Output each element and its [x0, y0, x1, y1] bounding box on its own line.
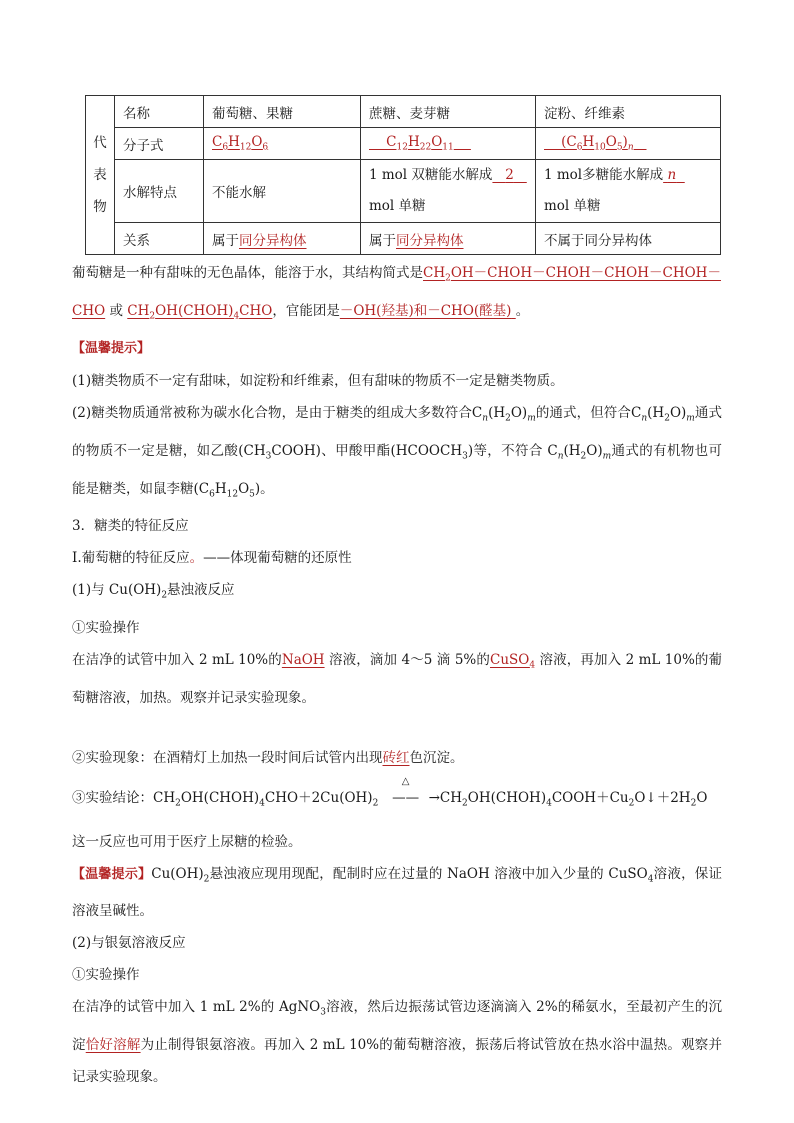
operation-2-text: 在洁净的试管中加入 1 mL 2%的 AgNO$_3$溶液，然后边振荡试管边逐滴滴入 2%的稀氨水，至最初产生的沉淀恰好溶解为止制得银氨溶液。再加入 2 mL 10%的葡萄糖溶液，振荡后将试管放在热水浴中温热。观察并记录实验现象。 [72, 999, 723, 1085]
row-heading-char: 表 [93, 167, 107, 183]
answer-isomer: 同分异构体 [396, 232, 464, 249]
relation-glucose [204, 223, 361, 255]
hydrolysis-sucrose-unit: mol 单糖 [369, 198, 426, 214]
tip-2: 【温馨提示】$Cu(OH)_2$悬浊液应现用现配，配制时应在过量的 NaOH 溶液中加入少量的 CuSO$_4$溶液，保证溶液呈碱性。 [72, 865, 722, 920]
header-glucose-fructose: 葡萄糖、果糖 [204, 96, 361, 128]
heat-delta-symbol: △ [401, 775, 410, 787]
hydrolysis-glucose: 不能水解 [204, 160, 361, 223]
answer-just-dissolved: 恰好溶解 [85, 1036, 141, 1053]
formula-sucrose: $C_{12}H_{22}O_{11}$ [361, 128, 536, 160]
hydrolysis-starch [536, 160, 721, 223]
reaction-2-title: (2)与银氨溶液反应 [72, 935, 186, 952]
relation-sucrose [361, 223, 536, 255]
formula-starch: $(C_6H_{10}O_5)_n$ [536, 128, 721, 160]
document-page [72, 95, 722, 1093]
operation-text [72, 644, 722, 714]
answer-brick-red: 砖红 [382, 749, 410, 766]
medical-use: 这一反应也可用于医疗上尿糖的检验。 [72, 833, 302, 850]
hydrolysis-label: 水解特点 [115, 160, 204, 223]
answer-naoh: NaOH [281, 652, 325, 669]
operation-2-label: ①实验操作 [72, 967, 140, 984]
header-name: 名称 [115, 96, 204, 128]
phenomenon-part: 色沉淀。 [409, 749, 464, 766]
relation-text: 属于 [369, 232, 396, 249]
tip-heading [72, 332, 722, 365]
subsection-text: Ⅰ.葡萄糖的特征反应 [72, 550, 190, 567]
tip-point-2: (2)糖类物质通常被称为碳水化合物，是由于糖类的组成大多数符合$C_n(H_2O)_m$的通式，但符合$C_n(H_2O)_m$通式的物质不一定是糖，如乙酸$(CH_3COOH)$、甲酸甲酯$(HCOOCH_3)$等，不符合 $C_n(H_2O)_m$通式的有机物也可能是糖类，如鼠李糖$(C_6H_{12}O_5)$。 [72, 405, 723, 500]
heat-arrow: △ —— [383, 782, 429, 814]
answer-n: n [667, 167, 677, 183]
representative-sugars-table [85, 95, 721, 255]
section-title: 3．糖类的特征反应 [72, 518, 189, 535]
operation-part: 在洁净的试管中加入 2 mL 10%的 [72, 652, 282, 669]
table-row [86, 223, 721, 255]
conclusion-label: ③实验结论： [72, 789, 153, 806]
operation-part: 溶液，滴加 4～5 滴 5%的 [329, 652, 490, 669]
tip-text: 的通式，但符合 [535, 405, 632, 422]
relation-label: 关系 [115, 223, 204, 255]
glucose-structure-short: $CH_2OH(CHOH)_4CHO$ [127, 302, 273, 322]
glucose-structure-answer: $CH_2OH-CHOH-CHOH-CHOH-CHOH-$ [423, 265, 721, 284]
glucose-paragraph [72, 257, 722, 332]
hydrolysis-starch-text: 1 mol多糖能水解成 [544, 167, 664, 183]
operation-label: ①实验操作 [72, 620, 140, 637]
glucose-end: 。 [515, 302, 530, 319]
formula-label: 分子式 [115, 128, 204, 160]
table-row [86, 160, 721, 223]
hydrolysis-sucrose-text: 1 mol 双糖能水解成 [369, 167, 493, 183]
relation-starch: 不属于同分异构体 [536, 223, 721, 255]
tip-text: (2)糖类物质通常被称为碳水化合物，是由于糖类的组成大多数符合 [72, 405, 472, 422]
answer-blank [492, 167, 526, 183]
hydrolysis-starch-unit: mol 单糖 [544, 198, 601, 214]
glucose-text: 葡萄糖是一种有甜味的无色晶体，能溶于水，其结构简式是 [72, 265, 423, 281]
conclusion-equation: ③实验结论：$CH_2OH(CHOH)_4CHO+2Cu(OH)_2$ △ —— $\to CH_2OH(CHOH)_4COOH+Cu_2O↓+2H_2O$ [72, 782, 722, 820]
operation-part: 溶液，再加入 2 mL 10%的葡萄糖溶液，加热。观察并记录实验现象。 [72, 652, 722, 706]
tip-point-1: (1)糖类物质不一定有甜味，如淀粉和纤维素，但有甜味的物质不一定是糖类物质。 [72, 373, 564, 390]
tip-label: 【温馨提示】 [72, 866, 152, 882]
row-heading-char: 物 [93, 199, 107, 215]
header-starch-cellulose: 淀粉、纤维素 [536, 96, 721, 128]
formula-glucose: $C_6H_{12}O_6$ [204, 128, 361, 160]
header-sucrose-maltose: 蔗糖、麦芽糖 [361, 96, 536, 128]
row-heading-char: 代 [93, 135, 107, 151]
glucose-structure-answer-cont: CHO [72, 302, 106, 319]
functional-groups-answer: －OH(羟基)和－CHO(醛基) [339, 302, 512, 319]
answer-isomer: 同分异构体 [239, 232, 307, 249]
subsection-title: Ⅰ.葡萄糖的特征反应。——体现葡萄糖的还原性 [72, 550, 352, 567]
phenomenon-part: ②实验现象：在酒精灯上加热一段时间后试管内出现 [72, 749, 383, 766]
glucose-or: 或 [109, 302, 123, 319]
tip-label: 【温馨提示】 [72, 341, 151, 357]
table-row [86, 128, 721, 160]
answer-2: 2 [505, 167, 514, 183]
table-row [86, 96, 721, 128]
glucose-text: ，官能团是 [272, 302, 340, 319]
operation-2-part: 为止制得银氨溶液。再加入 2 mL 10%的葡萄糖溶液，振荡后将试管放在热水浴中温热。观察并记录实验现象。 [72, 1036, 723, 1085]
answer-cuso4: CuSO$_4$ [489, 652, 536, 671]
answer-blank [663, 167, 685, 183]
hydrolysis-sucrose [361, 160, 536, 223]
subsection-text: ——体现葡萄糖的还原性 [203, 550, 352, 567]
row-heading-representatives [86, 96, 115, 255]
reaction-1-title: (1)与 $Cu(OH)_2$悬浊液反应 [72, 582, 235, 602]
relation-text: 属于 [212, 232, 239, 249]
